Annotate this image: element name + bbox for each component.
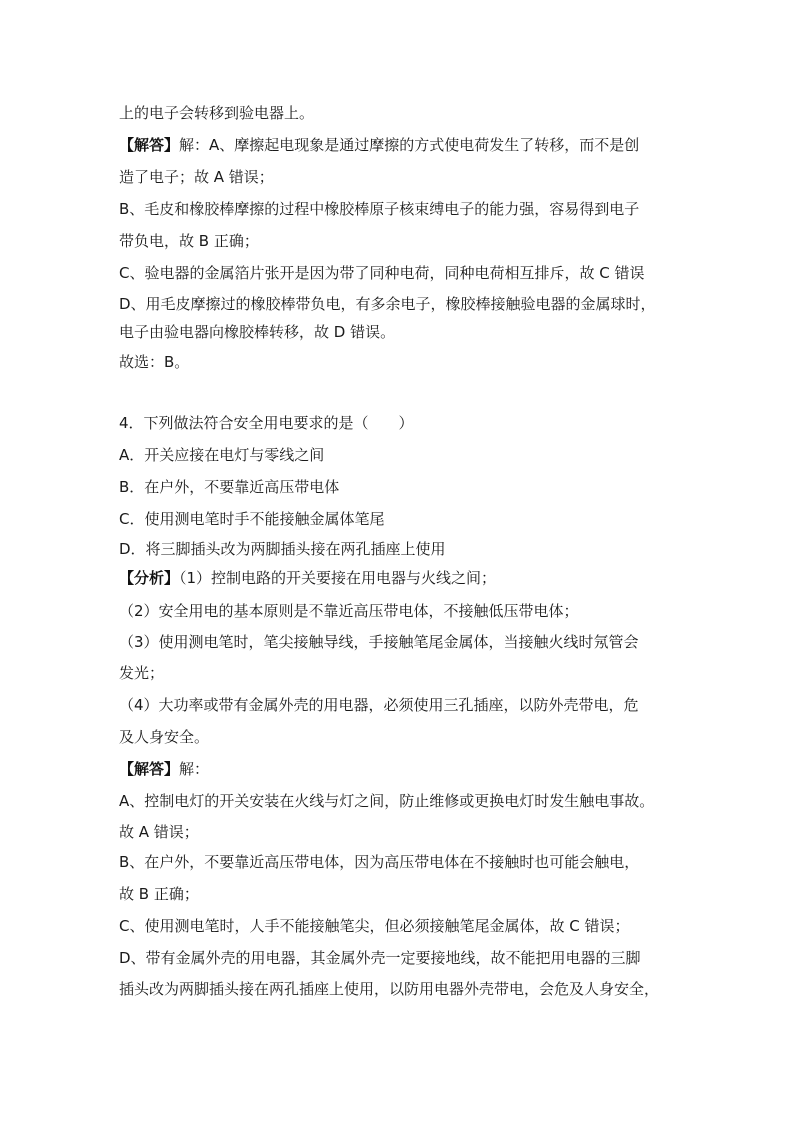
line-text: C、使用测电笔时，人手不能接触笔尖，但必须接触笔尾金属体，故 C 错误；: [119, 917, 630, 935]
text-line: [119, 759, 679, 779]
text-line: [119, 352, 679, 372]
text-line: [119, 294, 679, 314]
line-text: （1）控制电路的开关要接在用电器与火线之间；: [179, 569, 497, 587]
text-line: [119, 791, 679, 811]
line-text: B、在户外，不要靠近高压带电体，因为高压带电体在不接触时也可能会触电，: [119, 853, 640, 871]
text-line: [119, 322, 679, 342]
analysis-tag: 【分析】: [119, 569, 180, 587]
line-text: D、用毛皮摩擦过的橡胶棒带负电，有多余电子，橡胶棒接触验电器的金属球时，: [119, 295, 656, 313]
line-text: （4）大功率或带有金属外壳的用电器，必须使用三孔插座，以防外壳带电，危: [119, 696, 639, 714]
text-line: [119, 663, 679, 683]
text-line: [119, 979, 679, 999]
text-line: [119, 601, 679, 621]
line-text: 及人身安全。: [119, 728, 210, 746]
text-line: [119, 263, 679, 283]
text-line: [119, 727, 679, 747]
answer-tag: 【解答】: [119, 136, 180, 154]
text-line: [119, 916, 679, 936]
text-line: [119, 568, 679, 588]
text-line: [119, 822, 679, 842]
line-text: A、控制电灯的开关安装在火线与灯之间，防止维修或更换电灯时发生触电事故。: [119, 792, 655, 810]
text-line: [119, 948, 679, 968]
line-text: 上的电子会转移到验电器上。: [119, 104, 315, 122]
question-stem: [119, 413, 679, 433]
line-text: C、验电器的金属箔片张开是因为带了同种电荷，同种电荷相互排斥，故 C 错误: [119, 264, 645, 282]
line-text: A．开关应接在电灯与零线之间: [119, 446, 325, 464]
line-text: （2）安全用电的基本原则是不靠近高压带电体，不接触低压带电体；: [119, 602, 579, 620]
line-text: 发光；: [119, 664, 165, 682]
line-text: 解：A、摩擦起电现象是通过摩擦的方式使电荷发生了转移，而不是创: [179, 136, 640, 154]
option-a: [119, 445, 679, 465]
line-text: （3）使用测电笔时，笔尖接触导线，手接触笔尾金属体，当接触火线时氖管会: [119, 633, 639, 651]
line-text: B．在户外，不要靠近高压带电体: [119, 478, 340, 496]
line-text: 故 A 错误；: [119, 823, 199, 841]
line-text: 带负电，故 B 正确；: [119, 232, 259, 250]
line-text: 电子由验电器向橡胶棒转移，故 D 错误。: [119, 323, 396, 341]
line-text: 插头改为两脚插头接在两孔插座上使用，以防用电器外壳带电，会危及人身安全，: [119, 980, 660, 998]
answer-tag: 【解答】: [119, 760, 180, 778]
text-line: [119, 199, 679, 219]
option-d: [119, 539, 679, 559]
text-line: [119, 135, 679, 155]
text-line: [119, 167, 679, 187]
line-text: 解：: [179, 760, 210, 778]
line-text: C．使用测电笔时手不能接触金属体笔尾: [119, 510, 385, 528]
option-b: [119, 477, 679, 497]
line-text: 故选：B。: [119, 353, 190, 371]
line-text: 4．下列做法符合安全用电要求的是（ ）: [119, 414, 414, 432]
text-line: [119, 852, 679, 872]
text-line: [119, 632, 679, 652]
line-text: D．将三脚插头改为两脚插头接在两孔插座上使用: [119, 540, 446, 558]
text-line: [119, 884, 679, 904]
text-line: [119, 231, 679, 251]
line-text: D、带有金属外壳的用电器，其金属外壳一定要接地线，故不能把用电器的三脚: [119, 949, 641, 967]
text-line: [119, 695, 679, 715]
text-line: [119, 103, 679, 123]
line-text: B、毛皮和橡胶棒摩擦的过程中橡胶棒原子核束缚电子的能力强，容易得到电子: [119, 200, 640, 218]
line-text: 造了电子；故 A 错误；: [119, 168, 274, 186]
option-c: [119, 509, 679, 529]
line-text: 故 B 正确；: [119, 885, 199, 903]
